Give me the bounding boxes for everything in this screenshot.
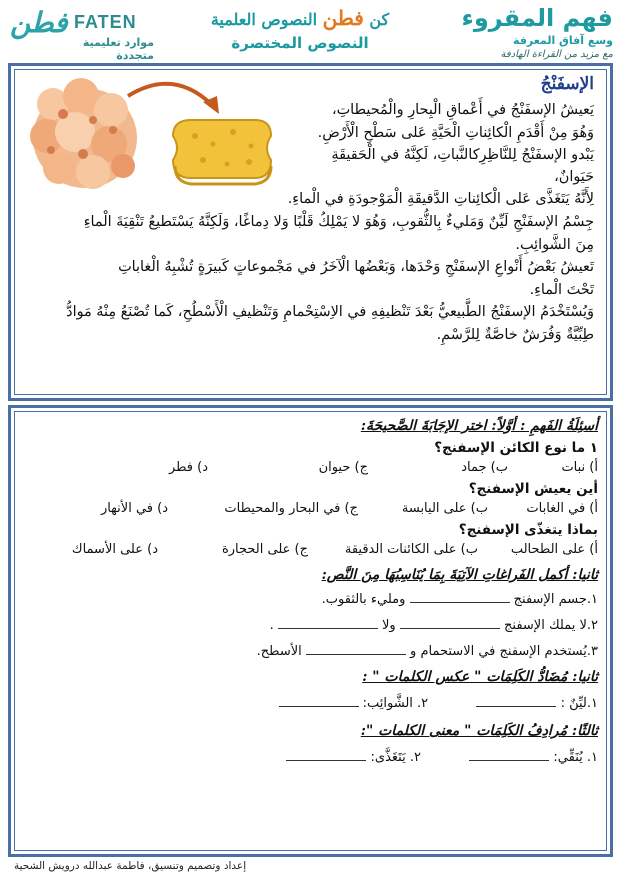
- story-line: جِسْمُ الإسفَنْجِ لَيِّنٌ وَمَليءٌ بِالثُّقوبِ، وَهُوَ لا يَمْلِكُ قَلْبًا وَلا دِماغًا، وَلَكِنَّهُ يَسْتَطيعُ تَنْقِيَةَ الْماءِ: [83, 213, 594, 230]
- blank-field[interactable]: [400, 617, 500, 629]
- story-line: وَهُوَ مِنْ أَقْدَمِ الْكائِناتِ الْحَيَّةِ عَلى سَطْحِ الْأَرْضِ.: [317, 124, 594, 141]
- story-line: تَحْتَ الْماءِ.: [529, 281, 594, 298]
- section-multiple-choice-heading: أسئِلَةُ الفَهمِ : أوَّلاً: اختر الإجَابَةَ الصَّحيحَةَ:: [360, 418, 598, 434]
- fill-item-3: ٣.يُستخدم الإسفنج في الاستحمام و الأسطح.: [256, 644, 598, 659]
- option[interactable]: د) على الأسماك: [71, 542, 158, 557]
- blank-field[interactable]: [286, 749, 366, 761]
- fill-item-1: ١.جسم الإسفنج ومليء بالثقوب.: [321, 592, 598, 607]
- option[interactable]: ب) على الكائنات الدقيقة: [344, 542, 478, 557]
- option[interactable]: ج) على الحجارة: [221, 542, 308, 557]
- synonyms-row: ١. يُنَقِّي: ٢. يَتَغَذَّى:: [23, 749, 598, 765]
- option[interactable]: ج) حيوان: [318, 460, 368, 475]
- option[interactable]: ب) جماد: [461, 460, 508, 475]
- blank-field[interactable]: [476, 695, 556, 707]
- page-header: [0, 0, 621, 62]
- question-1: ١ ما نوع الكائن الإسفنج؟: [434, 440, 598, 456]
- option[interactable]: أ) في الغابات: [526, 501, 598, 516]
- question-2-options: [23, 501, 598, 516]
- series-subtitle: النصوص المختصرة: [231, 34, 369, 52]
- faten-logo-tagline: موارد تعليمية متجددة: [82, 36, 154, 62]
- section-opposites-heading: ثانيا: مُضَادُّ الكَلِمَات " عكس الكلمات " :: [362, 669, 598, 685]
- story-title: الإسفَنْجُ: [540, 74, 594, 94]
- option[interactable]: د) فطر: [168, 460, 208, 475]
- blank-field[interactable]: [279, 695, 359, 707]
- option[interactable]: ب) على اليابسة: [401, 501, 488, 516]
- story-line: تَعيشُ بَعْضُ أَنْواعِ الإسفَنْجِ وَحْدَها، وَبَعْضُها الْآخَرُ في مَجْموعاتٍ كَبيرَةٍ تُشْبِهُ الْغاباتِ: [118, 259, 594, 276]
- series-kn: كن: [369, 10, 390, 29]
- faten-logo: [4, 6, 154, 62]
- blank-field[interactable]: [469, 749, 549, 761]
- story-text: [25, 100, 594, 348]
- story-line: يَعيشُ الإسفَنْجُ في أَعْماقِ الْبِحارِ والْمُحيطاتِ،: [331, 102, 594, 118]
- question-3: بماذا يتغذّى الإسفنج؟: [458, 522, 598, 538]
- opposites-row: ١.ليِّنٌ : ٢. الشَّوائِب:: [23, 695, 598, 711]
- option[interactable]: أ) نبات: [561, 460, 598, 475]
- section-synonyms-heading: ثالثًا: مُرادِفُ الكَلِمَات " معنى الكلمات ":: [360, 723, 598, 739]
- option[interactable]: د) في الأنهار: [100, 501, 168, 516]
- series-title: [190, 6, 410, 52]
- option[interactable]: ج) في البحار والمحيطات: [224, 501, 358, 516]
- main-title: فهم المقروء: [461, 4, 613, 32]
- main-title-block: [413, 4, 613, 60]
- questions-box: [8, 405, 613, 857]
- story-line: مِنَ الشَّوائِبِ.: [515, 236, 594, 253]
- main-subtitle: وسع آفاق المعرفة: [513, 34, 613, 47]
- main-motto: مع مزيد من القراءة الهادفة: [500, 49, 613, 60]
- reading-box: [8, 63, 613, 401]
- faten-logo-script: فطن: [10, 6, 68, 39]
- section-fill-blanks-heading: ثانيا: أكمل الفَراغاتِ الآتِيَةَ بِمَا يُنَاسِبُهَا مِنَ النَّص:: [321, 567, 598, 583]
- series-name: النصوص العلمية: [210, 10, 318, 29]
- blank-field[interactable]: [278, 617, 378, 629]
- faten-logo-name: FATEN: [74, 12, 137, 32]
- option[interactable]: أ) على الطحالب: [510, 542, 598, 557]
- author-credit: إعداد وتصميم وتنسيق، فاطمة عبدالله درويش الشحية: [14, 860, 247, 872]
- story-line: طِبِّيَّةٌ وَفُرَشٌ خاصَّةٌ لِلرَّسْمِ.: [436, 326, 594, 343]
- series-logo: فطن: [322, 6, 364, 30]
- blank-field[interactable]: [410, 591, 510, 603]
- question-1-options: [23, 460, 598, 475]
- story-line: يَبْدو الإسفَنْجُ لِلنَّاظِرِكالنَّباتِ، لَكِنَّهُ في الْحَقيقَةِ حَيَوانٌ،: [331, 147, 594, 185]
- fill-item-2: ٢.لا يملك الإسفنج ولا .: [269, 618, 598, 633]
- story-line: وَيُسْتَخْدَمُ الإسفَنْجُ الطَّبيعيُّ بَعْدَ تَنْظيفِهِ في الاِسْتِحْمامِ وَتَنْظيفِ الْأَسْطُحِ، كَما تُصْنَعُ مِنْهُ مَوادُّ: [66, 304, 594, 321]
- question-2: أين يعيش الإسفنج؟: [468, 481, 598, 497]
- story-line: لِأَنَّهُ يَتَغَذَّى عَلى الْكائِناتِ الدَّقيقَةِ الْمَوْجودَةِ في الْماءِ.: [287, 191, 594, 208]
- blank-field[interactable]: [306, 643, 406, 655]
- question-3-options: [23, 542, 598, 557]
